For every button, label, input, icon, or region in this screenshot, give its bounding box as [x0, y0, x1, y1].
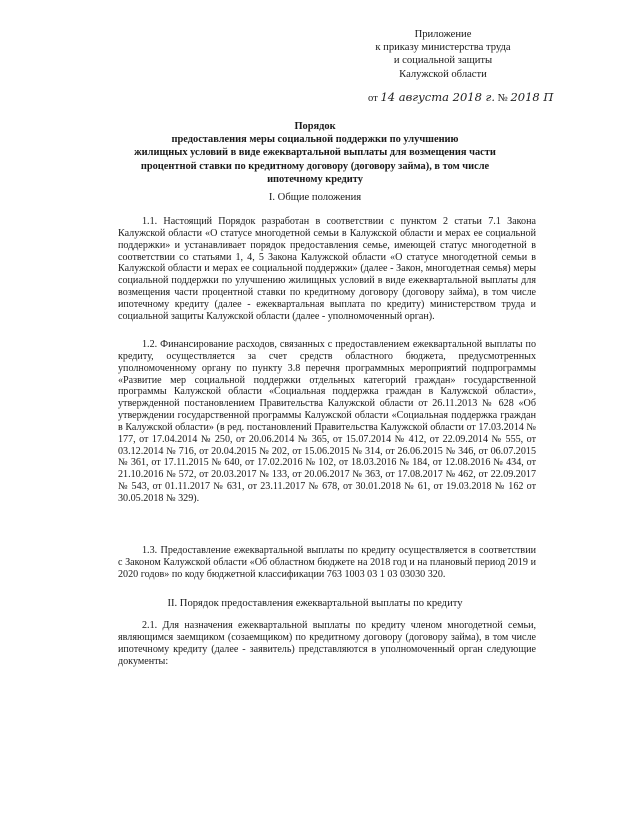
appendix-line-1: Приложение [414, 29, 472, 40]
title-line-1: Порядок [294, 121, 336, 132]
appendix-line-3: и социальной защиты [393, 55, 493, 67]
title-line-2: предоставления меры социальной поддержки по улучшению [171, 134, 459, 146]
handwritten-number: 2018 П [510, 90, 554, 104]
paragraph-2-1: 2.1. Для назначения ежеквартальной выплаты по кредиту членом многодетной семьи, являющимся заемщиком (созаемщиком) по кредитному договору (договору займа), в том числе ипотечному кредиту (далее - заявитель) представляются в уполномоченный орган следующие документы: [118, 620, 536, 667]
section-2-heading: II. Порядок предоставления ежеквартальной выплаты по кредиту [167, 598, 463, 609]
paragraph-1-1: 1.1. Настоящий Порядок разработан в соответствии с пунктом 2 статьи 7.1 Закона Калужской области «О статусе многодетной семьи в Калужской области и мерах ее социальной поддержки» и устанавливает порядок предоставления семье, имеющей статус многодетной в соответствии со статьями 1, 4, 5 Закона Калужской области «О статусе многодетной семьи в Калужской области и мерах ее социальной поддержки» (далее - Закон, многодетная семья) меры социальной поддержки по улучшению жилищных условий в виде ежеквартальной выплаты для возмещения части процентной ставки по кредитному договору (договору займа), в том числе ипотечному кредиту (далее - ежеквартальная выплата по кредиту) министерством труда и социальной защиты Калужской области (далее - уполномоченный орган). [118, 216, 536, 322]
paragraph-1-2: 1.2. Финансирование расходов, связанных с предоставлением ежеквартальной выплаты по кредиту, осуществляется за счет средств областного бюджета, предусмотренных уполномоченному органу по пункту 3.8 перечня программных мероприятий подпрограммы «Развитие мер социальной поддержки отдельных категорий граждан» государственной программы Калужской области «Социальная поддержка граждан в Калужской области», утвержденной постановлением Правительства Калужской области от 26.11.2013 № 628 «Об утверждении государственной программы Калужской области «Социальная поддержка граждан в Калужской области» (в ред. постановлений Правительства Калужской области от 17.03.2014 № 177, от 17.04.2014 № 250, от 20.06.2014 № 365, от 15.07.2014 № 412, от 22.09.2014 № 555, от 03.12.2014 № 716, от 20.04.2015 № 202, от 15.06.2015 № 314, от 26.06.2015 № 346, от 06.07.2015 № 361, от 17.11.2015 № 640, от 17.02.2016 № 102, от 18.03.2016 № 184, от 12.08.2016 № 434, от 21.10.2016 № 572, от 20.03.2017 № 133, от 20.06.2017 № 363, от 17.08.2017 № 462, от 22.09.2017 № 543, от 01.11.2017 № 631, от 23.11.2017 № 678, от 30.01.2018 № 61, от 19.03.2018 № 162 от 30.05.2018 № 329). [118, 339, 536, 504]
paragraph-1-3: 1.3. Предоставление ежеквартальной выплаты по кредиту осуществляется в соответствии с Законом Калужской области «Об областном бюджете на 2018 год и на плановый период 2019 и 2020 годов» по коду бюджетной классификации 763 1003 03 1 03 03030 320. [118, 545, 536, 580]
handwritten-date: 14 августа 2018 г. [380, 90, 496, 104]
title-line-5: ипотечному кредиту [267, 173, 363, 185]
title-line-3: жилищных условий в виде ежеквартальной выплаты для возмещения части [134, 147, 496, 159]
order-date-line [368, 90, 558, 104]
order-date-prefix: от [368, 93, 378, 104]
appendix-line-2: к приказу министерства труда [375, 42, 511, 54]
number-sign: № [497, 93, 508, 104]
document-title [100, 120, 530, 186]
appendix-line-4: Калужской области [399, 68, 487, 80]
appendix-block [368, 28, 518, 81]
title-line-4: процентной ставки по кредитному договору (договору займа), в том числе [140, 160, 490, 172]
section-1-heading: I. Общие положения [268, 192, 362, 203]
